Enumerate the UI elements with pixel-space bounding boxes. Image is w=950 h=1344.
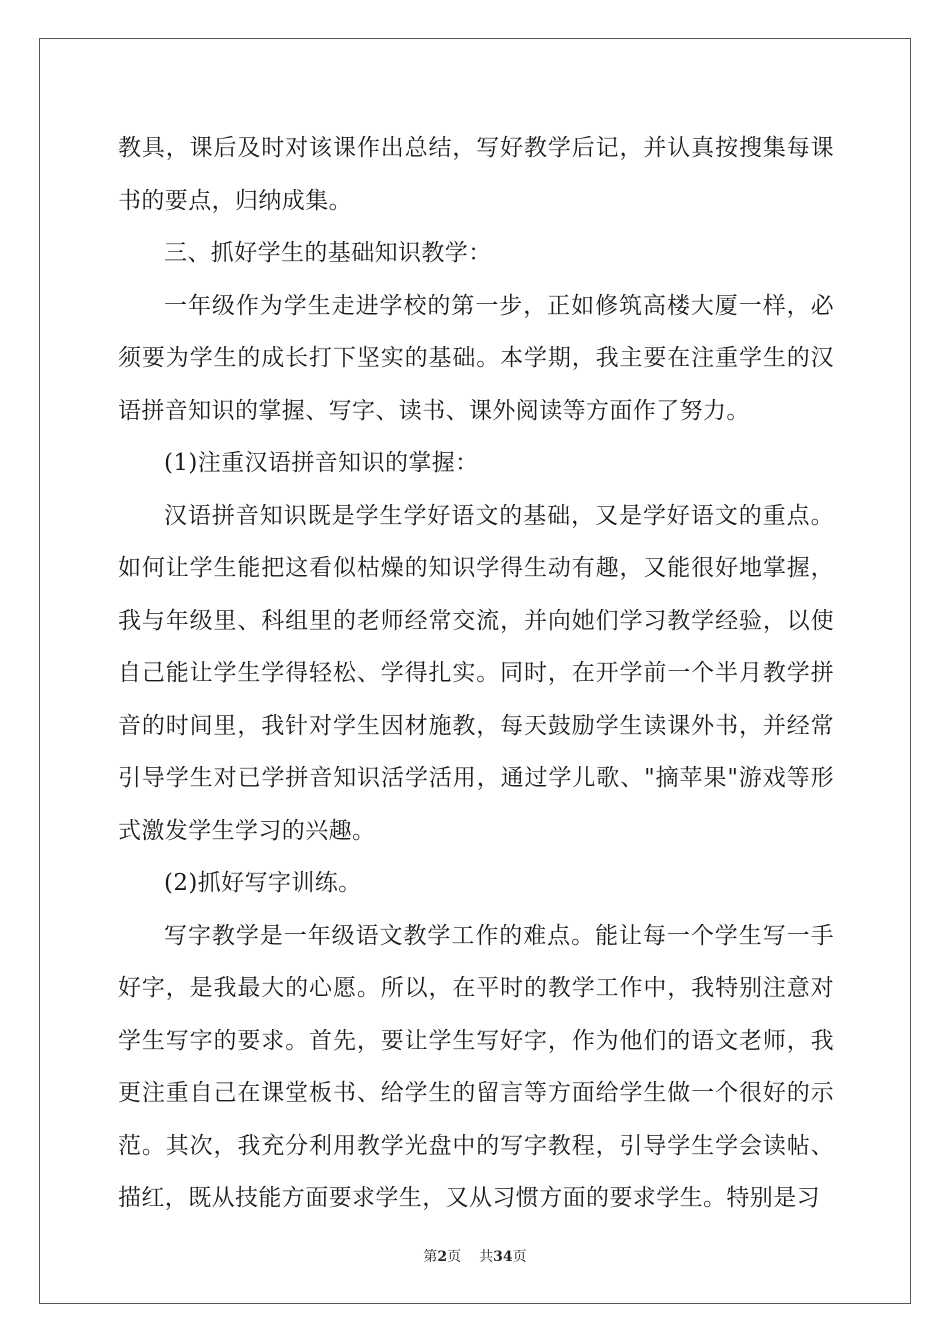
total-suffix: 页	[512, 1249, 527, 1265]
heading-section-three: 三、抓好学生的基础知识教学：	[164, 240, 492, 266]
subheading-pinyin: (1)注重汉语拼音知识的掌握：	[164, 450, 479, 476]
paragraph-5: 汉语拼音知识既是学生学好语文的基础，又是学好语文的重点。如何让学生能把这看似枯燥的知识学得生动有趣，又能很好地掌握，我与年级里、科组里的老师经常交流，并向她们学习教学经验，以使自己能让学生学得轻松、学得扎实。同时，在开学前一个半月教学拼音的时间里，我针对学生因材施教，每天鼓励学生读课外书，并经常引导学生对已学拼音知识活学活用，通过学儿歌、"摘苹果"游戏等形式激发学生学习的兴趣。	[118, 502, 834, 844]
page-suffix: 页	[447, 1249, 462, 1265]
total-pages: 34	[493, 1249, 513, 1265]
page-prefix: 第	[423, 1249, 438, 1265]
paragraph-7: 写字教学是一年级语文教学工作的难点。能让每一个学生写一手好字，是我最大的心愿。所以，在平时的教学工作中，我特别注意对学生写字的要求。首先，要让学生写好字，作为他们的语文老师，我更注重自己在课堂板书、给学生的留言等方面给学生做一个很好的示范。其次，我充分利用教学光盘中的写字教程，引导学生学会读帖、描红，既从技能方面要求学生，又从习惯方面的要求学生。特别是习	[118, 922, 834, 1211]
paragraph-3: 一年级作为学生走进学校的第一步，正如修筑高楼大厦一样，必须要为学生的成长打下坚实的基础。本学期，我主要在注重学生的汉语拼音知识的掌握、写字、读书、课外阅读等方面作了努力。	[118, 292, 834, 424]
document-body	[118, 122, 834, 1225]
page-number: 2	[437, 1249, 448, 1265]
subheading-writing: (2)抓好写字训练。	[164, 870, 362, 896]
paragraph-1: 教具，课后及时对该课作出总结，写好教学后记，并认真按搜集每课书的要点，归纳成集。	[118, 135, 834, 214]
total-prefix: 共	[479, 1249, 494, 1265]
page-footer	[0, 1246, 950, 1266]
